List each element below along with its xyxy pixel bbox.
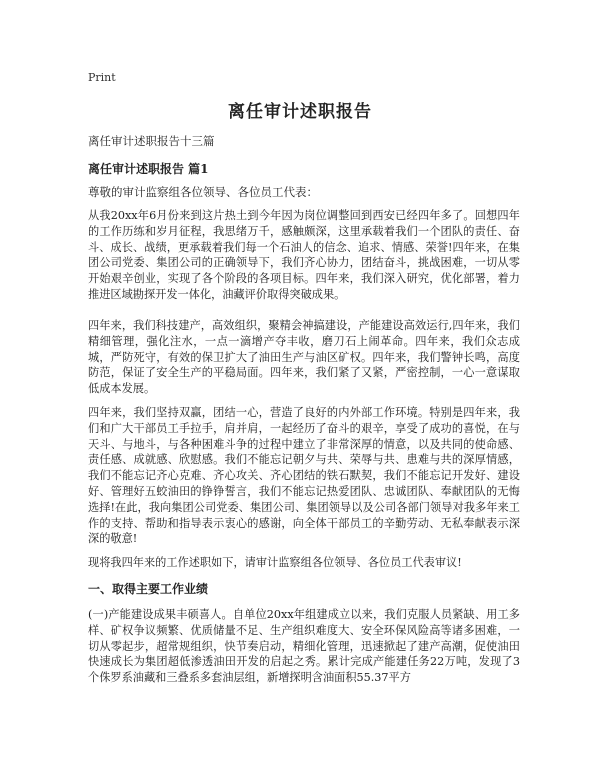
paragraph-4: 现将我四年来的工作述职如下，请审计监察组各位领导、各位员工代表审议! <box>88 556 462 569</box>
paragraph-1: 从我20xx年6月份来到这片热土到今年因为岗位调整回到西安已经四年多了。回想四年的工作历练和岁月征程，我思绪万千，感触颇深，这里承载着我们一个团队的责任、奋斗、成长、战绩，更承载着我们每一个石油人的信念、追求、情感、荣誉!四年来，在集团公司党委、集团公司的正确领导下，我们齐心协力，团结奋斗，挑战困难，一切从零开始艰辛创业，实现了各个阶段的各项目标。四年来，我们深入研究，优化部署，着力推进区域勘探开发一体化，油藏评价取得突破成果。 <box>88 209 520 301</box>
paragraph-2: 四年来，我们科技建产，高效组织，聚精会神搞建设，产能建设高效运行,四年来，我们精细管理，强化注水，一点一滴增产夺丰收，磨刀石上闹革命。四年来，我们众志成城，严防死守，有效的保卫扩大了油田生产与油区矿权。四年来，我们警钟长鸣，高度防范，保证了安全生产的平稳局面。四年来，我们紧了又紧，严密控制，一心一意谋取低成本发展。 <box>88 319 520 396</box>
section-title: 离任审计述职报告 篇1 <box>88 162 209 176</box>
page-title: 离任审计述职报告 <box>228 102 372 122</box>
heading-achievements: 一、取得主要工作业绩 <box>88 582 209 596</box>
paragraph-5: (一)产能建设成果丰硕喜人。自单位20xx年组建成立以来，我们克服人员紧缺、用工多样、矿权争议频繁、优质储量不足、生产组织难度大、安全环保风险高等诸多困难，一切从零起步，超常规组织，快节奏启动，精细化管理，迅速掀起了建产高潮，促使油田快速成长为集团超低渗透油田开发的启起之秀。累计完成产能建任务22万吨，发现了3个侏罗系油藏和三叠系多套油层组，新增探明含油面积55.37平方 <box>88 608 520 685</box>
paragraph-3: 四年来，我们坚持双赢，团结一心，营造了良好的内外部工作环境。特别是四年来，我们和广大干部员工手拉手，肩并肩，一起经历了奋斗的艰辛，享受了成功的喜悦，在与天斗、与地斗，与各种困难斗争的过程中建立了非常深厚的情意，以及共同的使命感、责任感、成就感、欣慰感。我们不能忘记朝夕与共、荣辱与共、患难与共的深厚情感，我们不能忘记齐心克难、齐心攻关、齐心团结的铁石默契，我们不能忘记开发好、建设好、管理好五蛟油田的铮铮誓言，我们不能忘记热爱团队、忠诚团队、奉献团队的无悔选择!在此，我向集团公司党委、集团公司、集团领导以及公司各部门领导对我多年来工作的支持、帮助和指导表示衷心的感谢，向全体干部员工的辛勤劳动、无私奉献表示深深的敬意! <box>88 406 520 546</box>
print-link[interactable]: Print <box>88 71 116 84</box>
document-subtitle: 离任审计述职报告十三篇 <box>88 134 215 148</box>
greeting: 尊敬的审计监察组各位领导、各位员工代表： <box>88 185 318 199</box>
